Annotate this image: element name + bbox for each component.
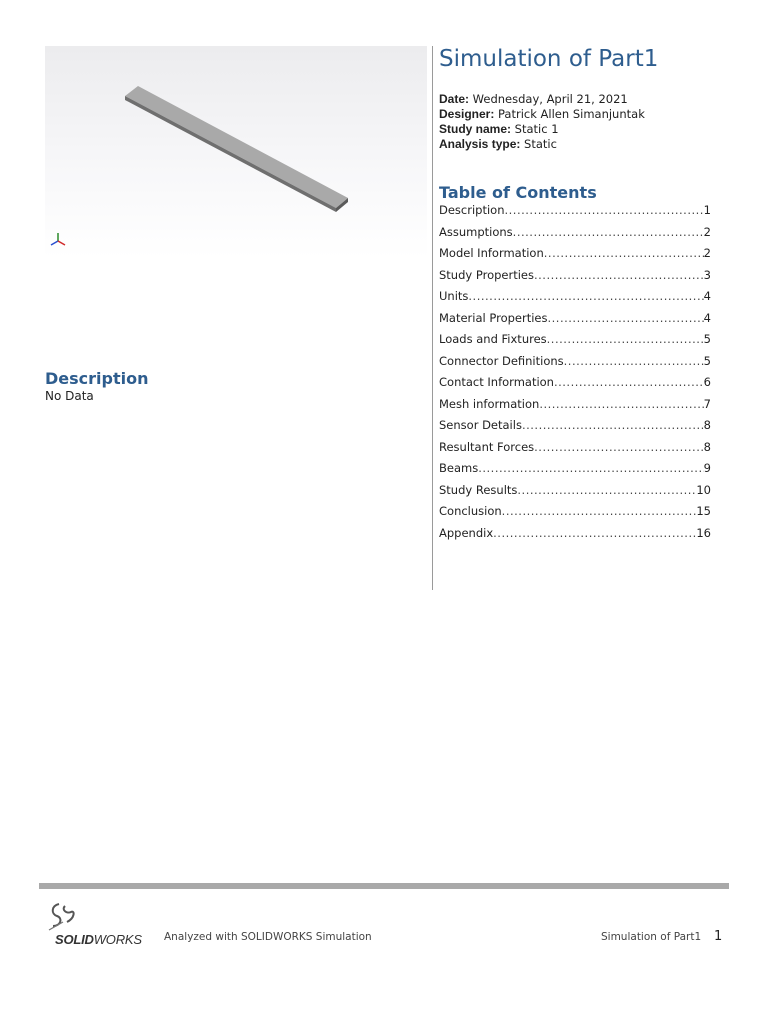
toc-item-leader (547, 332, 704, 346)
plate-top-face (125, 86, 348, 208)
meta-key: Study name: (439, 122, 512, 136)
toc-item-leader (554, 375, 704, 389)
toc-item-leader (513, 225, 704, 239)
toc-item-page: 15 (696, 504, 711, 518)
page-title: Simulation of Part1 (439, 46, 659, 72)
meta-study-name (439, 122, 645, 137)
toc-item[interactable] (439, 289, 711, 311)
meta-value: Patrick Allen Simanjuntak (498, 107, 645, 121)
toc-item-leader (548, 311, 704, 325)
toc-item-label: Connector Definitions (439, 353, 564, 368)
logo-wordmark (55, 932, 142, 947)
toc-item-leader (534, 268, 704, 282)
meta-analysis-type (439, 137, 645, 152)
toc-item-page: 8 (703, 439, 711, 454)
toc-item-leader (468, 289, 703, 303)
toc-item[interactable] (439, 354, 711, 376)
toc-item-leader (502, 504, 697, 518)
toc-item[interactable] (439, 246, 711, 268)
toc-item[interactable] (439, 504, 711, 526)
meta-key: Date: (439, 92, 470, 106)
toc-item-label: Material Properties (439, 310, 548, 325)
toc-item-leader (478, 461, 703, 475)
axis-triad-icon (51, 233, 65, 245)
toc-item-label: Sensor Details (439, 418, 522, 432)
toc-item-leader (493, 526, 696, 540)
toc-item[interactable] (439, 461, 711, 483)
logo-wordmark-light: WORKS (93, 932, 142, 947)
toc-item-label: Assumptions (439, 224, 513, 239)
toc-item-label: Units (439, 289, 469, 303)
toc-item-leader (539, 397, 703, 411)
meta-value: Static 1 (514, 122, 559, 136)
toc-item-label: Contact Information (439, 375, 554, 389)
toc-item-page: 4 (703, 310, 711, 325)
toc-item-page: 7 (703, 396, 711, 411)
meta-value: Static (524, 137, 557, 151)
meta-value: Wednesday, April 21, 2021 (472, 92, 628, 106)
table-of-contents (439, 203, 711, 547)
column-divider (432, 46, 433, 590)
footer-rule (39, 883, 729, 889)
study-meta (439, 92, 645, 152)
toc-item[interactable] (439, 397, 711, 419)
toc-item-leader (544, 246, 704, 260)
toc-item[interactable] (439, 203, 711, 225)
description-heading: Description (45, 369, 149, 388)
toc-item-label: Study Results (439, 482, 518, 497)
toc-item[interactable] (439, 375, 711, 397)
meta-key: Analysis type: (439, 137, 521, 151)
toc-item-leader (522, 418, 704, 432)
analyzed-with-text: Analyzed with SOLIDWORKS Simulation (164, 931, 372, 943)
plate-front-edge (125, 96, 336, 212)
toc-item-label: Description (439, 203, 505, 217)
toc-item[interactable] (439, 483, 711, 505)
toc-item-leader (505, 203, 704, 217)
toc-item-label: Resultant Forces (439, 439, 535, 454)
toc-item-page: 10 (696, 482, 711, 497)
toc-item[interactable] (439, 332, 711, 354)
toc-item-page: 8 (703, 418, 711, 432)
model-preview-image (45, 46, 427, 258)
logo-wordmark-bold: SOLID (55, 932, 94, 947)
toc-item-leader (517, 483, 696, 497)
toc-item-page: 2 (703, 246, 711, 260)
meta-date (439, 92, 645, 107)
toc-item-label: Appendix (439, 525, 494, 540)
toc-item-page: 4 (703, 289, 711, 303)
toc-item-page: 6 (703, 375, 711, 389)
meta-designer (439, 107, 645, 122)
toc-item-label: Loads and Fixtures (439, 332, 547, 346)
toc-item-page: 16 (696, 525, 711, 540)
toc-item[interactable] (439, 225, 711, 247)
meta-key: Designer: (439, 107, 495, 121)
part-render (45, 46, 427, 258)
toc-item-leader (534, 440, 704, 454)
toc-item-page: 5 (703, 353, 711, 368)
toc-item-page: 5 (703, 332, 711, 346)
toc-item-label: Study Properties (439, 267, 534, 282)
toc-item[interactable] (439, 268, 711, 290)
toc-item-leader (564, 354, 704, 368)
toc-item-page: 2 (703, 224, 711, 239)
toc-item-page: 3 (703, 267, 711, 282)
toc-item-label: Conclusion (439, 504, 502, 518)
toc-item[interactable] (439, 311, 711, 333)
description-text: No Data (45, 389, 94, 403)
page-number: 1 (714, 929, 723, 944)
toc-item[interactable] (439, 440, 711, 462)
toc-item-label: Mesh information (439, 396, 540, 411)
toc-item-label: Beams (439, 461, 479, 475)
toc-item-page: 9 (703, 461, 711, 475)
toc-item[interactable] (439, 526, 711, 548)
toc-item-page: 1 (703, 203, 711, 217)
toc-item[interactable] (439, 418, 711, 440)
toc-item-label: Model Information (439, 246, 544, 260)
toc-heading: Table of Contents (439, 183, 597, 202)
footer-doc-title: Simulation of Part1 (601, 931, 702, 943)
